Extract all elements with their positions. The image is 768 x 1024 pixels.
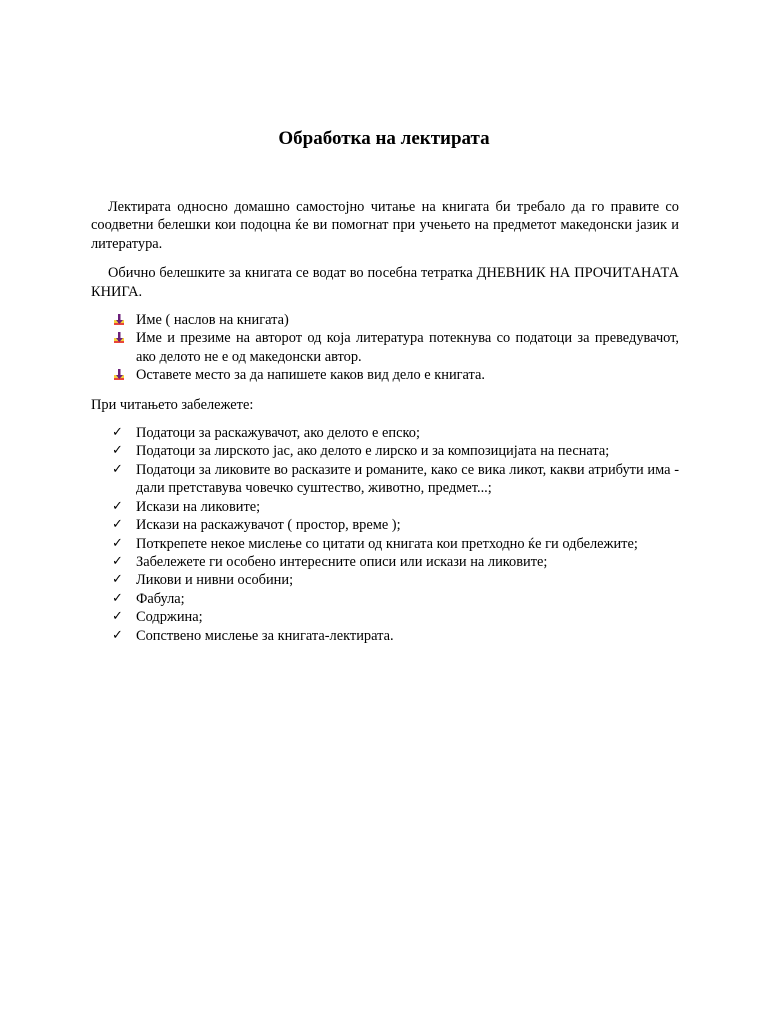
list-item [91,424,679,442]
list-item [91,627,679,645]
colored-arrow-bullet-icon [113,369,125,381]
list-item-text: Фабула; [136,590,185,607]
list-item-text: Поткрепете некое мислење со цитати од книгата кои претходно ќе ги одбележите; [136,535,638,552]
paragraph-intro: Лектирата односно домашно самостојно читање на книгата би требало да го правите со соодветни белешки кои подоцна ќе ви помогнат при учењето на предметот македонски јазик и литература. [91,199,679,252]
list-item [91,461,679,498]
checklist [91,424,679,645]
list-item [91,590,679,608]
checkmark-icon: ✓ [112,590,123,606]
list-item-text: Име и презиме на авторот од која литература потекнува со податоци за преведувачот, ако делото не е од македонски автор. [136,330,679,365]
document-body [91,198,679,645]
list-item [91,516,679,534]
colored-arrow-bullet-icon [113,314,125,326]
list-item [91,311,679,329]
checkmark-icon: ✓ [112,517,123,533]
bullet-list [91,311,679,385]
list-item-text: Податоци за раскажувачот, ако делото е епско; [136,425,420,442]
list-item-text: Содржина; [136,609,203,626]
list-item [91,608,679,626]
list-item [91,442,679,460]
checkmark-icon: ✓ [112,498,123,514]
checkmark-icon: ✓ [112,535,123,551]
checkmark-icon: ✓ [112,627,123,643]
checkmark-icon: ✓ [112,609,123,625]
list-item-text: Забележете ги особено интересните описи или искази на ликовите; [136,553,548,570]
document-title: Обработка на лектирата [278,128,490,149]
reading-intro: При читањето забележете: [91,396,254,413]
list-item-text: Оставете место за да напишете каков вид дело е книгата. [136,367,486,384]
list-item-text: Име ( наслов на книгата) [136,312,289,329]
list-item [91,498,679,516]
list-item [91,329,679,366]
checkmark-icon: ✓ [112,553,123,569]
list-item-text: Искази на ликовите; [136,498,261,515]
list-item-text: Сопствено мислење за книгата-лектирата. [136,627,394,644]
paragraph-diary: Обично белешките за книгата се водат во посебна тетратка ДНЕВНИК НА ПРОЧИТАНАТА КНИГА. [91,265,679,300]
list-item [91,535,679,553]
checkmark-icon: ✓ [112,461,123,477]
checkmark-icon: ✓ [112,425,123,441]
list-item-text: Искази на раскажувачот ( простор, време ); [136,517,401,534]
colored-arrow-bullet-icon [113,332,125,344]
list-item-text: Податоци за лирското јас, ако делото е лирско и за композицијата на песната; [136,443,610,460]
list-item [91,571,679,589]
list-item-text: Ликови и нивни особини; [136,572,294,589]
checkmark-icon: ✓ [112,443,123,459]
list-item [91,553,679,571]
list-item-text: Податоци за ликовите во расказите и романите, како се вика ликот, какви атрибути има - дали претставува човечко суштество, животно, предмет...; [136,461,679,497]
checkmark-icon: ✓ [112,572,123,588]
list-item [91,366,679,384]
